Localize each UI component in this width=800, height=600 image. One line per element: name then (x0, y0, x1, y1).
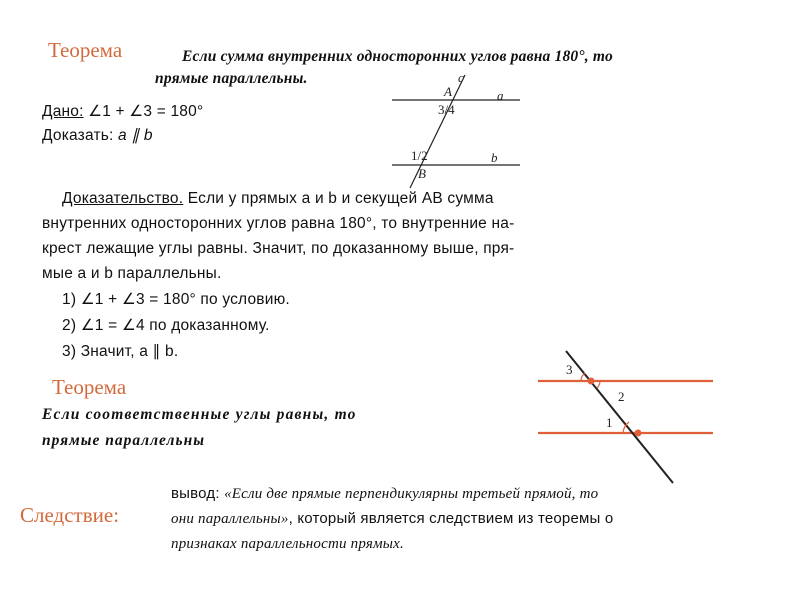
proof-step1: 1) ∠1 + ∠3 = 180° по условию. (62, 291, 290, 308)
theorem1-label: Теорема (48, 38, 123, 62)
label-angles-top: 3/4 (438, 102, 455, 117)
diagram2-label-1: 1 (606, 415, 613, 430)
theorem1-statement-line1: Если сумма внутренних односторонних углов равна 180°, то (182, 48, 613, 65)
angle3-arc (581, 373, 585, 381)
corollary-line1 (171, 483, 598, 505)
theorem1-statement-line2: прямые параллельны. (155, 70, 308, 87)
diagram2-label-2: 2 (618, 389, 625, 404)
transversal (566, 351, 673, 483)
corollary-line3: признаках параллельности прямых. (171, 536, 404, 552)
given-label: Дано: (42, 103, 84, 120)
label-a: a (497, 88, 504, 103)
proof-line4: мые a и b параллельны. (42, 265, 222, 282)
intersection-top (588, 378, 595, 385)
prove-value: a ∥ b (118, 127, 153, 144)
proof-line1-text: Если у прямых a и b и секущей AB сумма (187, 190, 494, 207)
proof-line3: крест лежащие углы равны. Значит, по доказанному выше, пря- (42, 240, 515, 257)
corollary-quote-line2: они параллельны» (171, 511, 289, 527)
corollary-quote-line1: «Если две прямые перпендикулярны третьей прямой, то (224, 486, 599, 502)
given-value: ∠1 + ∠3 = 180° (88, 103, 204, 120)
label-A: A (444, 84, 452, 99)
corollary-prefix: вывод: (171, 485, 225, 502)
label-angles-bottom: 1/2 (411, 148, 428, 163)
proof-step2: 2) ∠1 = ∠4 по доказанному. (62, 317, 270, 334)
proof-line2: внутренних односторонних углов равна 180°, то внутренние на- (42, 215, 515, 232)
prove-line (42, 125, 153, 147)
prove-label: Доказать: (42, 127, 114, 144)
proof-line1 (62, 188, 494, 210)
corollary-rest-line2: , который является следствием из теоремы о (288, 510, 614, 527)
diagram2-figure (530, 345, 720, 490)
diagram2-label-3: 3 (566, 362, 573, 377)
intersection-bottom (635, 430, 642, 437)
given-line (42, 101, 203, 123)
theorem2-statement-line1: Если соответственные углы равны, то (42, 406, 357, 423)
proof-heading: Доказательство. (62, 190, 184, 207)
label-b: b (491, 150, 498, 165)
label-B: B (418, 166, 426, 181)
diagram1-figure (380, 70, 530, 190)
theorem2-label: Теорема (52, 375, 127, 399)
corollary-label: Следствие: (20, 503, 120, 527)
theorem2-statement-line2: прямые параллельны (42, 432, 205, 449)
corollary-line2 (171, 508, 613, 530)
proof-step3: 3) Значит, a ∥ b. (62, 343, 179, 360)
label-c: c (458, 70, 464, 85)
